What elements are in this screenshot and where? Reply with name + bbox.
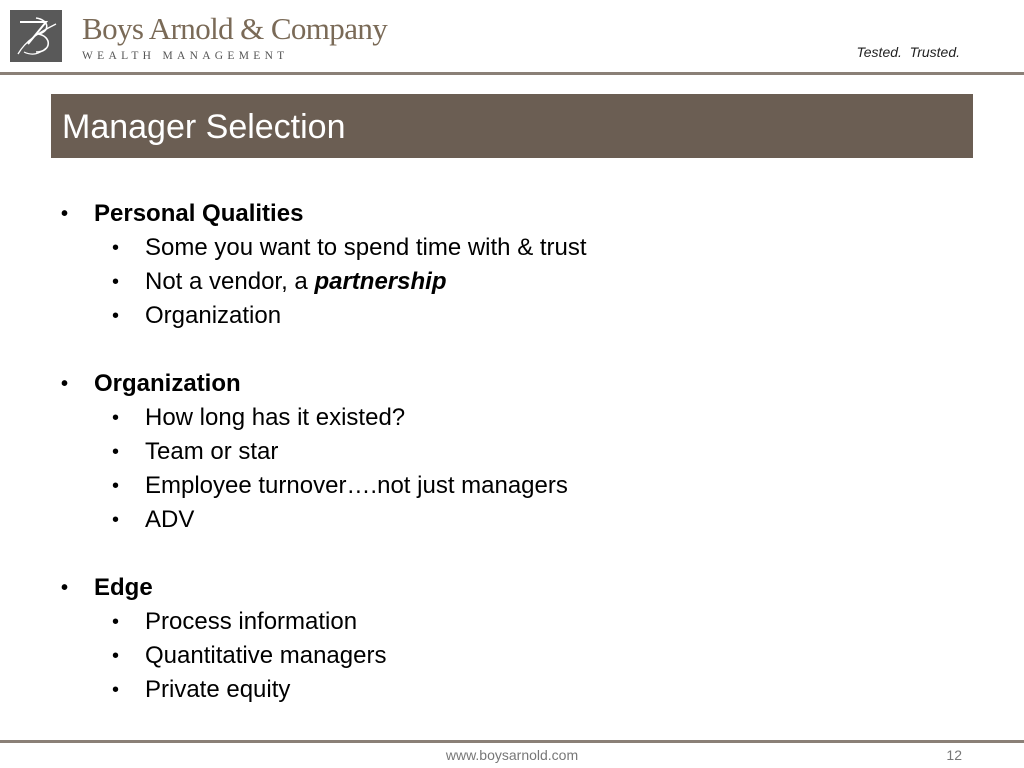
slide-title: Manager Selection: [62, 108, 346, 146]
list-item: [58, 639, 958, 673]
section-heading: [58, 571, 958, 605]
footer-divider: [0, 740, 1024, 743]
list-item-text: Team or star: [145, 438, 279, 465]
company-subtitle: WEALTH MANAGEMENT: [82, 50, 289, 62]
list-item-text: Organization: [145, 302, 282, 329]
bullet-icon: •: [112, 407, 120, 429]
section-heading: [58, 197, 958, 231]
bullet-icon: •: [112, 237, 120, 259]
list-item-text: Private equity: [145, 676, 291, 703]
section-heading: [58, 367, 958, 401]
title-bar: [51, 94, 973, 158]
bullet-icon: •: [112, 271, 120, 293]
list-item: [58, 299, 958, 333]
tagline: Tested. Trusted.: [856, 44, 960, 60]
list-item-text: How long has it existed?: [145, 404, 406, 431]
list-item: [58, 265, 958, 299]
bullet-icon: •: [112, 645, 120, 667]
slide-content: [58, 197, 958, 707]
list-item: [58, 605, 958, 639]
list-item: [58, 435, 958, 469]
section-heading-label: Personal Qualities: [94, 200, 304, 227]
list-item-text: Quantitative managers: [145, 642, 387, 669]
bullet-icon: •: [112, 611, 120, 633]
bullet-icon: •: [61, 203, 69, 225]
page-number: 12: [946, 747, 962, 763]
section-heading-label: Edge: [94, 574, 153, 601]
bullet-icon: •: [112, 441, 120, 463]
list-item: [58, 401, 958, 435]
list-item-text: ADV: [145, 506, 195, 533]
bullet-icon: •: [112, 475, 120, 497]
list-item-text: Not a vendor, a: [145, 268, 315, 295]
emphasis-text: partnership: [314, 268, 447, 295]
list-item: [58, 469, 958, 503]
list-item-text: Some you want to spend time with & trust: [145, 234, 587, 261]
list-item-text: Employee turnover….not just managers: [145, 472, 568, 499]
list-item: [58, 503, 958, 537]
company-name: Boys Arnold & Company: [82, 11, 388, 46]
section-heading-label: Organization: [94, 370, 241, 397]
bullet-icon: •: [112, 679, 120, 701]
bullet-icon: •: [61, 577, 69, 599]
header-divider: [0, 72, 1024, 75]
bullet-icon: •: [61, 373, 69, 395]
bullet-icon: •: [112, 509, 120, 531]
list-item: [58, 231, 958, 265]
list-item: [58, 673, 958, 707]
company-logo: [10, 10, 62, 62]
ba-monogram-icon: [10, 10, 62, 62]
bullet-icon: •: [112, 305, 120, 327]
footer-url: www.boysarnold.com: [445, 747, 579, 763]
list-item-text: Process information: [145, 608, 358, 635]
